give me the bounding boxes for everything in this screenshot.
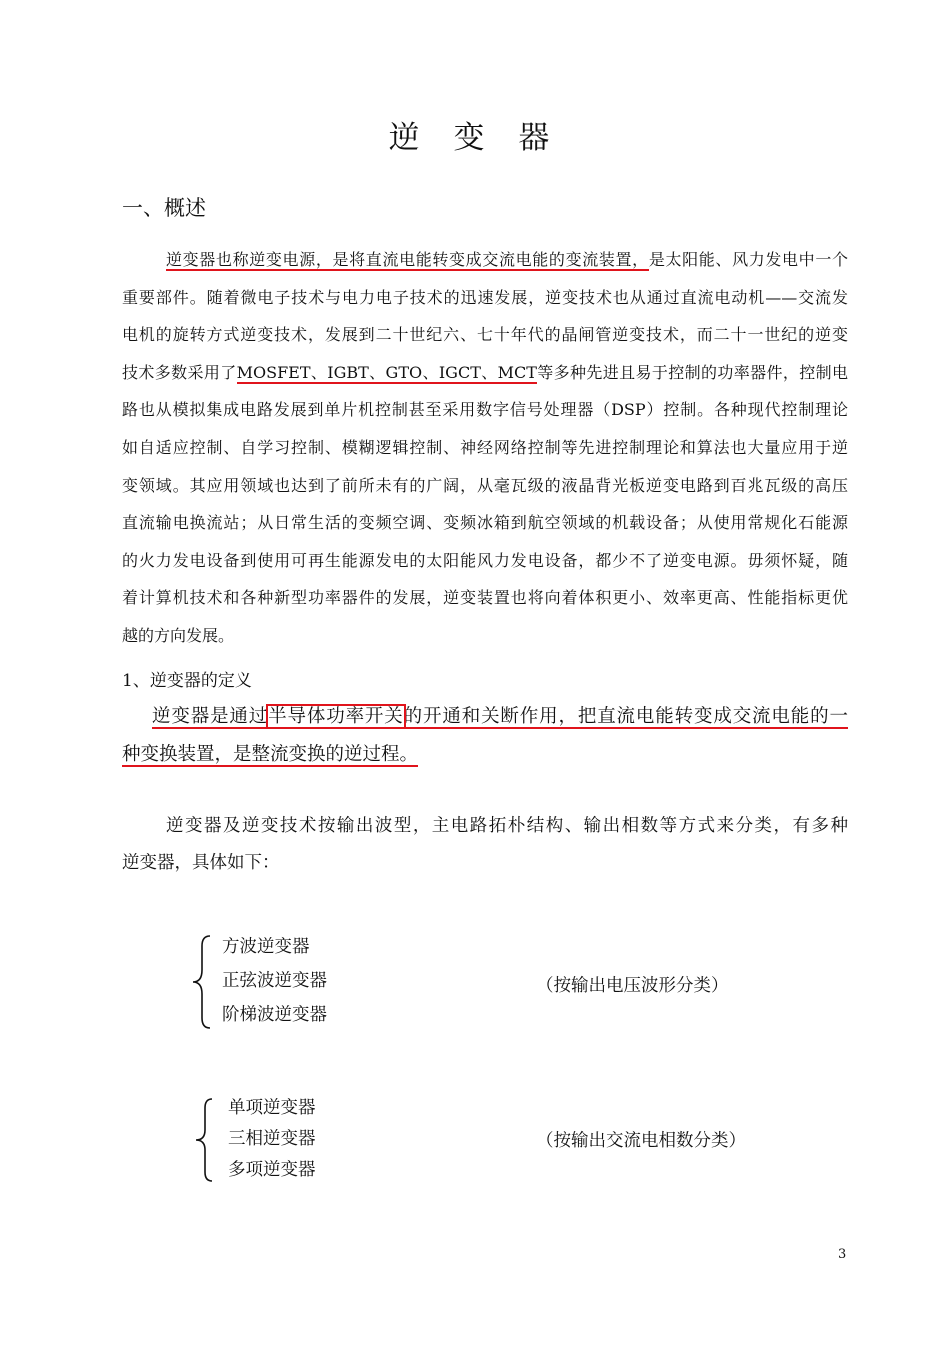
para-line: 着计算机技术和各种新型功率器件的发展，逆变装置也将向着体积更小、效率更高、性能指标更优 <box>122 588 848 608</box>
list-item: 方波逆变器 <box>222 937 310 957</box>
para-text: 技术多数采用了 <box>122 362 237 382</box>
overview-paragraph <box>122 241 848 655</box>
para-line: 越的方向发展。 <box>122 625 235 645</box>
para-line <box>122 241 848 279</box>
subsection-heading-definition: 1、逆变器的定义 <box>122 671 252 691</box>
para-line: 路也从模拟集成电路发展到单片机控制甚至采用数字信号处理器（DSP）控制。各种现代控制理论 <box>122 400 848 420</box>
phase-type-list <box>228 1093 316 1186</box>
para-line: 电机的旋转方式逆变技术，发展到二十世纪六、七十年代的晶闸管逆变技术，而二十一世纪的逆变 <box>122 325 848 345</box>
list-item: 阶梯波逆变器 <box>222 1005 327 1025</box>
page-number: 3 <box>838 1247 847 1262</box>
definition-text: 的开通和关断作用，把直流电能转变成交流电能的一 <box>403 706 848 727</box>
definition-line <box>122 736 848 774</box>
para-line: 变领域。其应用领域也达到了前所未有的广阔，从毫瓦级的液晶背光板逆变电路到百兆瓦级的高压 <box>122 475 848 495</box>
list-item: 多项逆变器 <box>228 1160 316 1180</box>
list-item: 三相逆变器 <box>228 1129 316 1149</box>
underlined-phrase: 种变换装置，是整流变换的逆过程。 <box>122 744 419 765</box>
waveform-type-list <box>222 930 327 1032</box>
page-title: 逆 变 器 <box>388 120 562 156</box>
definition-text: 逆变器是通过 <box>152 706 269 727</box>
definition-line <box>122 698 848 736</box>
waveform-classification-note: （按输出电压波形分类） <box>536 976 729 996</box>
para-line: 重要部件。随着微电子技术与电力电子技术的迅速发展，逆变技术也从通过直流电动机——交流发 <box>122 287 848 307</box>
phase-classification-note: （按输出交流电相数分类） <box>536 1131 746 1151</box>
para-line: 如自适应控制、自学习控制、模糊逻辑控制、神经网络控制等先进控制理论和算法也大量应用于逆 <box>122 437 848 457</box>
intro-line: 逆变器，具体如下： <box>122 853 280 873</box>
para-text: 是太阳能、风力发电中一个 <box>648 250 848 269</box>
para-line: 的火力发电设备到使用可再生能源发电的太阳能风力发电设备，都少不了逆变电源。毋须怀疑，随 <box>122 550 848 570</box>
list-item: 正弦波逆变器 <box>222 971 327 991</box>
left-brace-icon <box>190 930 216 1034</box>
underlined-phrase: 逆变器也称逆变电源，是将直流电能转变成交流电能的变流装置， <box>166 250 649 269</box>
underlined-phrase <box>152 706 848 729</box>
intro-line: 逆变器及逆变技术按输出波型，主电路拓朴结构、输出相数等方式来分类，有多种 <box>166 816 848 836</box>
section-heading-overview: 一、概述 <box>122 196 206 220</box>
underlined-phrase: MOSFET、IGBT、GTO、IGCT、MCT <box>236 362 537 382</box>
para-line: 直流输电换流站；从日常生活的变频空调、变频冰箱到航空领域的机载设备；从使用常规化石能源 <box>122 513 848 533</box>
boxed-phrase: 半导体功率开关 <box>268 706 404 727</box>
para-line <box>122 354 848 392</box>
definition-paragraph <box>122 698 848 774</box>
classification-intro <box>122 808 848 882</box>
para-text: 等多种先进且易于控制的功率器件，控制电 <box>536 362 848 382</box>
list-item: 单项逆变器 <box>228 1098 316 1118</box>
left-brace-icon <box>190 1093 216 1187</box>
